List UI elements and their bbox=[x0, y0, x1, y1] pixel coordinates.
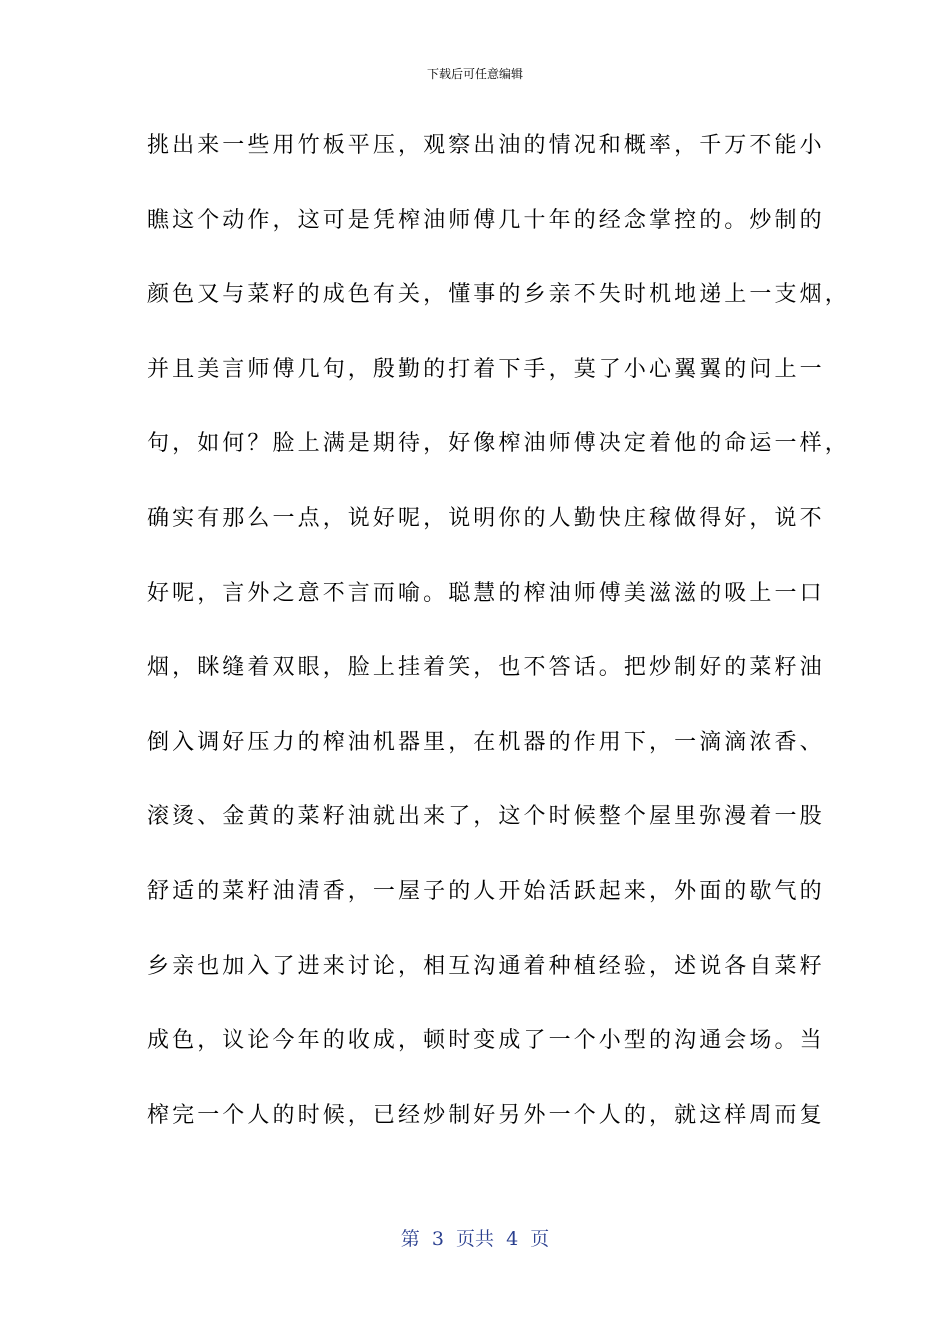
text-line: 乡亲也加入了进来讨论，相互沟通着种植经验，述说各自菜籽 bbox=[147, 953, 825, 979]
text-line: 确实有那么一点，说好呢，说明你的人勤快庄稼做得好，说不 bbox=[147, 505, 825, 531]
page-number-footer: 第 3 页共 4 页 bbox=[400, 1228, 550, 1250]
text-line: 烟，眯缝着双眼，脸上挂着笑，也不答话。把炒制好的菜籽油 bbox=[147, 655, 825, 681]
text-line: 滚烫、金黄的菜籽油就出来了，这个时候整个屋里弥漫着一股 bbox=[147, 804, 825, 830]
text-line: 瞧这个动作，这可是凭榨油师傅几十年的经念掌控的。炒制的 bbox=[147, 207, 825, 233]
text-line: 挑出来一些用竹板平压，观察出油的情况和概率，千万不能小 bbox=[147, 133, 825, 158]
text-line: 句，如何？脸上满是期待，好像榨油师傅决定着他的命运一样， bbox=[147, 431, 850, 457]
text-line: 并且美言师傅几句，殷勤的打着下手，莫了小心翼翼的问上一 bbox=[147, 356, 825, 382]
text-line: 颜色又与菜籽的成色有关，懂事的乡亲不失时机地递上一支烟， bbox=[147, 282, 850, 308]
text-line: 好呢，言外之意不言而喻。聪慧的榨油师傅美滋滋的吸上一口 bbox=[147, 580, 825, 606]
text-line: 舒适的菜籽油清香，一屋子的人开始活跃起来，外面的歇气的 bbox=[147, 878, 825, 904]
text-line: 倒入调好压力的榨油机器里，在机器的作用下，一滴滴浓香、 bbox=[147, 729, 825, 755]
text-line: 成色，议论今年的收成，顿时变成了一个小型的沟通会场。当 bbox=[147, 1028, 825, 1054]
page-header: 下载后可任意编辑 bbox=[426, 67, 523, 81]
text-line: 榨完一个人的时候，已经炒制好另外一个人的，就这样周而复 bbox=[147, 1102, 825, 1128]
body-text bbox=[147, 120, 850, 1164]
